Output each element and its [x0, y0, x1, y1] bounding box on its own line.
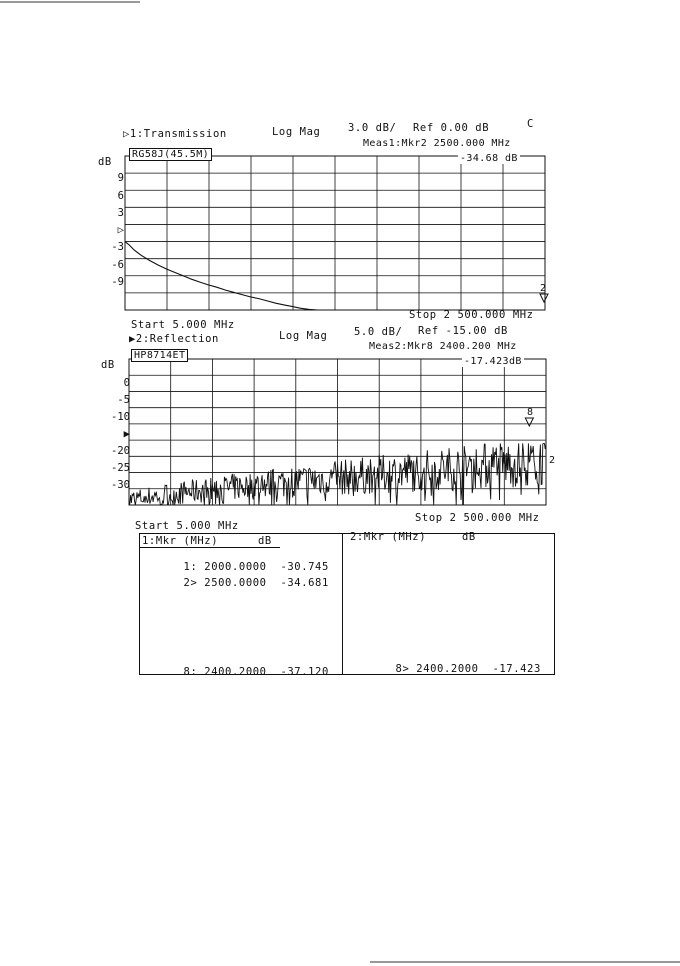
- marker-table-channel2: [342, 531, 554, 675]
- channel1-dut-label: RG58J(45.5M): [129, 148, 212, 161]
- channel2-format: Log Mag: [279, 330, 328, 342]
- channel2-marker-readout: Meas2:Mkr8 2400.200 MHz: [369, 341, 517, 352]
- channel2-scale: 5.0 dB/: [354, 326, 403, 338]
- channel2-marker-symbol: 8: [527, 407, 534, 418]
- channel2-ref-arrow: ▶: [123, 428, 130, 440]
- channel2-marker-triangle: [525, 418, 533, 426]
- channel2-plot: [129, 359, 546, 505]
- channel1-plot: [125, 156, 548, 310]
- channel2-ytick: -30: [111, 479, 130, 491]
- channel1-marker-triangle: [540, 294, 548, 302]
- channel2-title: ▶2:Reflection: [129, 333, 219, 345]
- channel2-marker-value: -17.423dB: [464, 356, 522, 367]
- channel2-ytick: -20: [111, 445, 130, 457]
- marker-table-header: 2:Mkr (MHz): [350, 531, 427, 543]
- marker-row: 2> 2500.0000 -34.681: [183, 577, 329, 589]
- channel2-start-label: Start 5.000 MHz: [135, 520, 239, 532]
- channel1-ytick: -6: [111, 259, 124, 271]
- channel2-stop-label: Stop 2 500.000 MHz: [415, 512, 540, 524]
- channel1-ylabel: dB: [98, 156, 112, 168]
- channel2-reference: Ref -15.00 dB: [418, 325, 508, 337]
- channel1-trace-flag: C: [527, 118, 534, 130]
- channel1-ytick: 9: [117, 172, 124, 184]
- channel1-ref-arrow: ▷: [117, 224, 124, 236]
- channel2-ytick: -5: [117, 394, 130, 406]
- marker-table-unit: dB: [462, 531, 476, 543]
- marker-table-channel1: [140, 534, 343, 678]
- channel1-marker-symbol: 2: [540, 283, 547, 294]
- channel1-ytick: -9: [111, 276, 124, 288]
- channel2-ref-marker: 2: [549, 455, 556, 466]
- channel1-scale: 3.0 dB/: [348, 122, 397, 134]
- channel1-format: Log Mag: [272, 126, 321, 138]
- channel1-ytick: 3: [117, 207, 124, 219]
- channel2-ylabel: dB: [101, 359, 115, 371]
- channel1-marker-readout: Meas1:Mkr2 2500.000 MHz: [363, 138, 511, 149]
- channel2-dut-label: HP8714ET: [131, 349, 188, 362]
- marker-row: 8: 2400.2000 -37.120: [183, 666, 329, 678]
- marker-table-header: 1:Mkr (MHz): [142, 535, 219, 547]
- marker-table: [139, 531, 555, 678]
- channel2-ytick: 0: [123, 377, 130, 389]
- marker-row: 1: 2000.0000 -30.745: [183, 561, 329, 573]
- channel1-ytick: -3: [111, 241, 124, 253]
- channel1-reference: Ref 0.00 dB: [413, 122, 490, 134]
- channel1-marker-value: -34.68 dB: [460, 153, 518, 164]
- channel1-start-label: Start 5.000 MHz: [131, 319, 235, 331]
- channel2-ytick: -10: [111, 411, 130, 423]
- channel2-ytick: -25: [111, 462, 130, 474]
- channel1-title: ▷1:Transmission: [123, 128, 227, 140]
- channel1-ytick: 6: [117, 190, 124, 202]
- channel1-stop-label: Stop 2 500.000 MHz: [409, 309, 534, 321]
- marker-table-unit: dB: [258, 535, 272, 547]
- marker-row: 8> 2400.2000 -17.423: [395, 663, 541, 675]
